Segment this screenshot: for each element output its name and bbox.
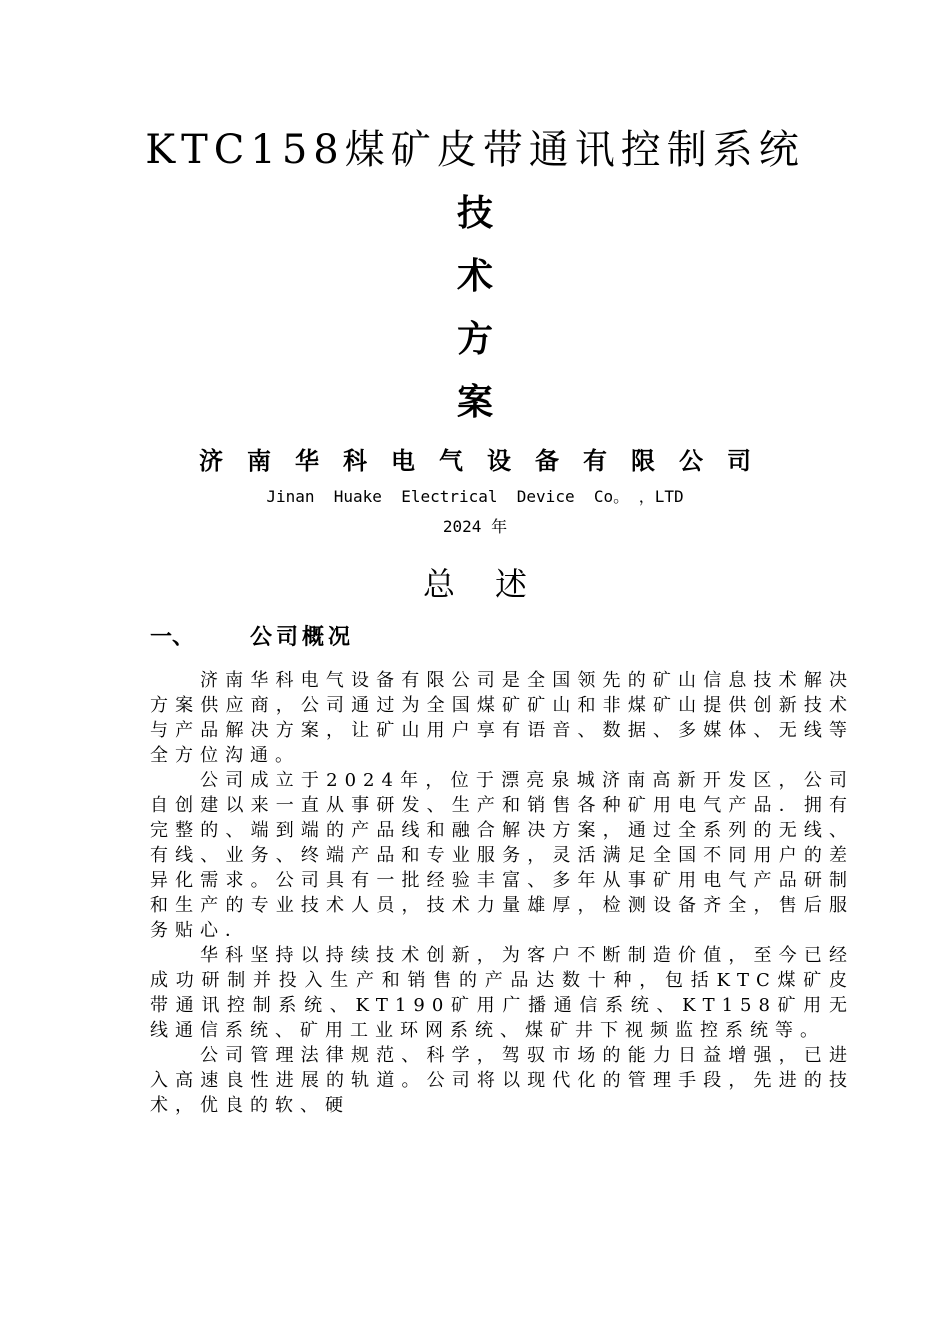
document-title: KTC158煤矿皮带通讯控制系统 bbox=[145, 127, 805, 173]
subtitle-char: 案 bbox=[456, 382, 493, 423]
document-subtitle bbox=[0, 190, 950, 442]
subtitle-char: 术 bbox=[456, 256, 493, 297]
section-title: 公司概况 bbox=[250, 625, 355, 650]
document-year: 2024 年 bbox=[442, 517, 508, 536]
section-heading bbox=[150, 622, 354, 654]
subtitle-char: 方 bbox=[456, 319, 493, 360]
body-paragraph: 华科坚持以持续技术创新，为客户不断制造价值，至今已经成功研制并投入生产和销售的产品达数十种，包括KTC煤矿皮带通讯控制系统、KT190矿用广播通信系统、KT158矿用无线通信系统、矿用工业环网系统、煤矿井下视频监控系统等。 bbox=[150, 945, 854, 1041]
section-body bbox=[150, 668, 854, 1118]
overview-heading: 总述 bbox=[422, 565, 567, 603]
body-paragraph: 公司管理法律规范、科学，驾驭市场的能力日益增强，已进入高速良性进展的轨道。公司将以现代化的管理手段，先进的技术，优良的软、硬 bbox=[150, 1045, 854, 1116]
company-name-en: Jinan Huake Electrical Device Co。 ，LTD bbox=[266, 487, 684, 506]
company-name-cn: 济南华科电气设备有限公司 bbox=[199, 447, 775, 475]
body-paragraph: 济南华科电气设备有限公司是全国领先的矿山信息技术解决方案供应商，公司通过为全国煤矿矿山和非煤矿山提供创新技术与产品解决方案，让矿山用户享有语音、数据、多媒体、无线等全方位沟通。 bbox=[150, 670, 854, 766]
section-number: 一、 bbox=[150, 625, 195, 650]
subtitle-char: 技 bbox=[456, 193, 493, 234]
body-paragraph: 公司成立于2024年，位于漂亮泉城济南高新开发区，公司自创建以来一直从事研发、生产和销售各种矿用电气产品．拥有完整的、端到端的产品线和融合解决方案，通过全系列的无线、有线、业务、终端产品和专业服务，灵活满足全国不同用户的差异化需求。公司具有一批经验丰富、多年从事矿用电气产品研制和生产的专业技术人员，技术力量雄厚，检测设备齐全，售后服务贴心． bbox=[150, 770, 854, 941]
